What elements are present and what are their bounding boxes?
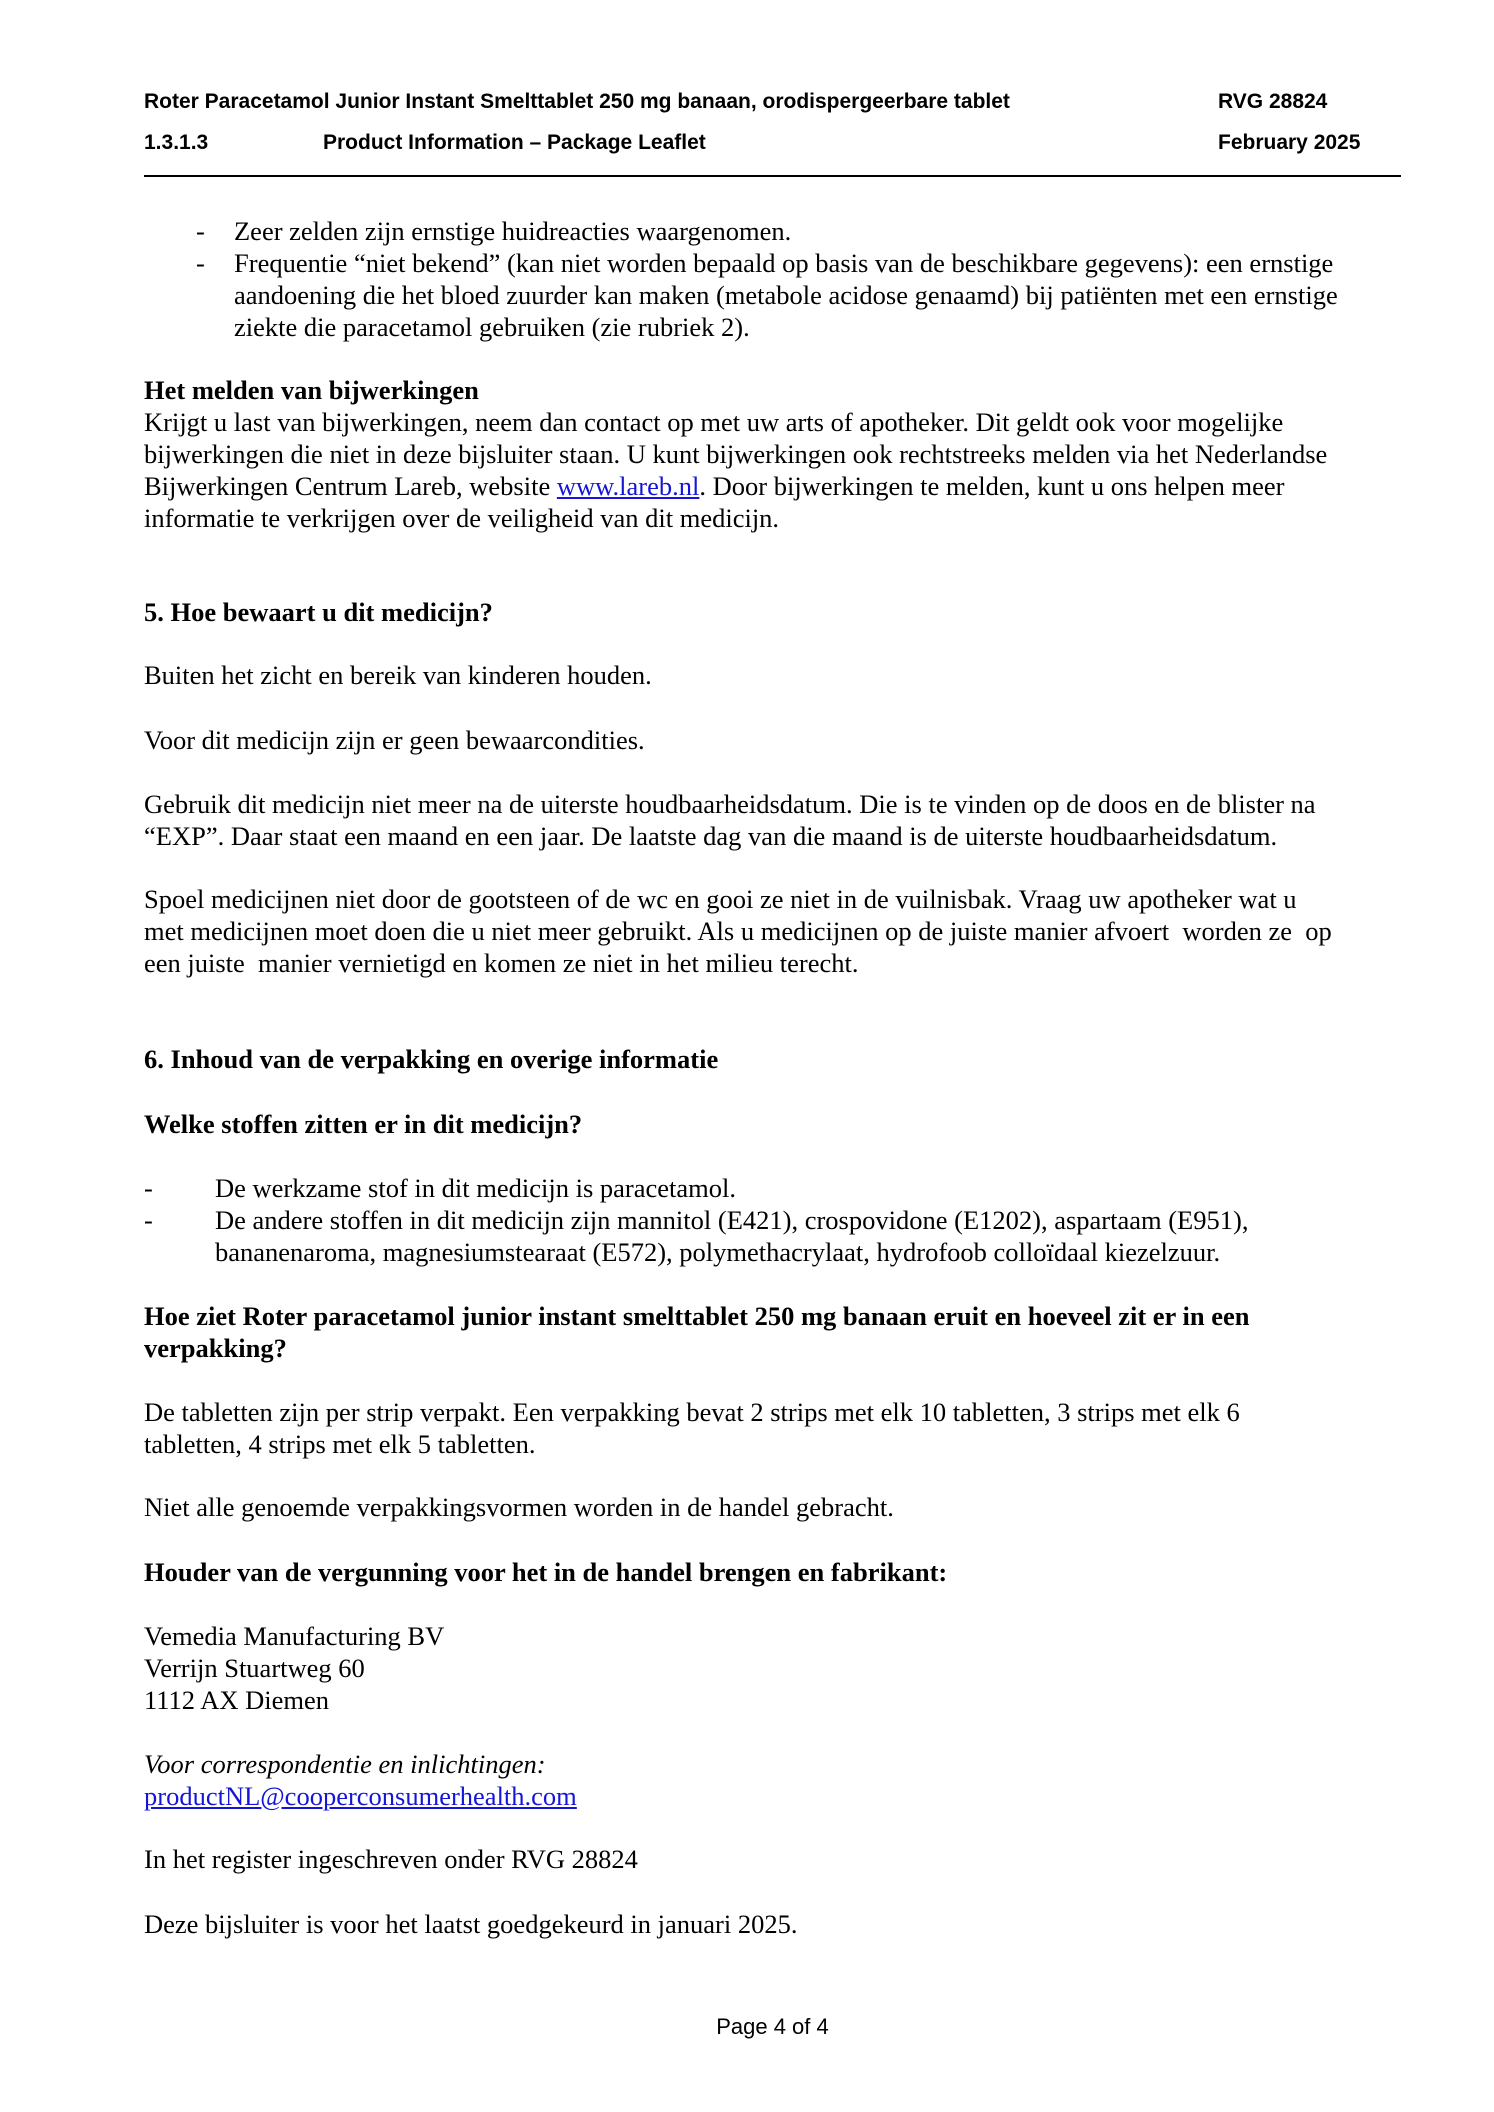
list-item [196, 247, 1338, 343]
subsection-heading-line: Hoe ziet Roter paracetamol junior instant smelttablet 250 mg banaan eruit en hoeveel zit er in een [144, 1301, 1250, 1331]
storage-paragraph [144, 883, 1332, 979]
holder-heading [144, 1556, 947, 1588]
list-item-text: Zeer zelden zijn ernstige huidreacties waargenomen. [234, 216, 792, 246]
paragraph-line: Spoel medicijnen niet door de gootsteen of de wc en gooi ze niet in de vuilnisbak. Vraag uw apotheker wat u [144, 884, 1297, 914]
list-item [144, 1172, 1248, 1204]
correspondence-label: Voor correspondentie en inlichtingen: [144, 1749, 546, 1779]
appearance-heading [144, 1300, 1249, 1364]
subsection-heading: Houder van de vergunning voor het in de handel brengen en fabrikant: [144, 1557, 948, 1587]
packaging-note [144, 1491, 894, 1523]
list-item-text: bananenaroma, magnesiumstearaat (E572), polymethacrylaat, hydrofoob colloïdaal kiezelzuur. [215, 1237, 1221, 1267]
reporting-text-fragment: Bijwerkingen Centrum Lareb, website [144, 471, 557, 501]
address-line: 1112 AX Diemen [144, 1685, 329, 1715]
ingredients-heading [144, 1108, 582, 1140]
subsection-heading-line: verpakking? [144, 1333, 287, 1363]
storage-paragraph [144, 724, 645, 756]
packaging-paragraph [144, 1396, 1240, 1460]
approval-line [144, 1908, 797, 1940]
reporting-text-line: Krijgt u last van bijwerkingen, neem dan contact op met uw arts of apotheker. Dit geldt ook voor mogelijke [144, 407, 1284, 437]
ingredients-list [144, 1172, 1248, 1268]
list-item-text: ziekte die paracetamol gebruiken (zie rubriek 2). [234, 312, 750, 342]
header-rvg-number: RVG 28824 [1218, 90, 1328, 113]
paragraph-line: Niet alle genoemde verpakkingsvormen worden in de handel gebracht. [144, 1492, 894, 1522]
lareb-website-link[interactable]: www.lareb.nl [556, 471, 700, 501]
header-product-title: Roter Paracetamol Junior Instant Smelttablet 250 mg banaan, orodispergeerbare tablet [144, 90, 1010, 113]
holder-address [144, 1620, 444, 1716]
paragraph-line: De tabletten zijn per strip verpakt. Een verpakking bevat 2 strips met elk 10 tabletten, 3 strips met elk 6 [144, 1397, 1240, 1427]
correspondence-block [144, 1748, 577, 1812]
reporting-section [144, 374, 1327, 534]
paragraph-line: een juiste manier vernietigd en komen ze niet in het milieu terecht. [144, 948, 859, 978]
paragraph-line: Gebruik dit medicijn niet meer na de uiterste houdbaarheidsdatum. Die is te vinden op de doos en de blister na [144, 789, 1316, 819]
list-item-text: De werkzame stof in dit medicijn is paracetamol. [215, 1173, 736, 1203]
bullet-dash: - [196, 248, 205, 278]
address-line: Verrijn Stuartweg 60 [144, 1653, 365, 1683]
paragraph-line: Deze bijsluiter is voor het laatst goedgekeurd in januari 2025. [144, 1909, 798, 1939]
reporting-heading: Het melden van bijwerkingen [144, 375, 479, 405]
section-heading: 5. Hoe bewaart u dit medicijn? [144, 597, 493, 627]
bullet-dash: - [196, 216, 205, 246]
reporting-text-fragment: . Door bijwerkingen te melden, kunt u ons helpen meer [699, 471, 1285, 501]
list-item-text: Frequentie “niet bekend” (kan niet worden bepaald op basis van de beschikbare gegevens): een ernstige [234, 248, 1334, 278]
list-item-text: De andere stoffen in dit medicijn zijn mannitol (E421), crospovidone (E1202), aspartaam (E951), [215, 1205, 1249, 1235]
header-section-number: 1.3.1.3 [144, 131, 209, 154]
header-section-title: Product Information – Package Leaflet [323, 131, 706, 154]
address-line: Vemedia Manufacturing BV [144, 1621, 445, 1651]
list-item [144, 1204, 1248, 1268]
reporting-text-line [144, 470, 1327, 502]
contact-email-link[interactable]: productNL@cooperconsumerhealth.com [144, 1781, 577, 1811]
page-number: Page 4 of 4 [716, 2014, 829, 2039]
header-date: February 2025 [1218, 131, 1361, 154]
contents-heading [144, 1043, 718, 1075]
header-divider [144, 175, 1401, 177]
paragraph-line: Voor dit medicijn zijn er geen bewaarcondities. [144, 725, 645, 755]
list-item-text: aandoening die het bloed zuurder kan maken (metabole acidose genaamd) bij patiënten met een ernstige [234, 280, 1338, 310]
register-line [144, 1843, 638, 1875]
paragraph-line: In het register ingeschreven onder RVG 28824 [144, 1844, 638, 1874]
paragraph-line: “EXP”. Daar staat een maand en een jaar. De laatste dag van die maand is de uiterste houdbaarheidsdatum. [144, 821, 1278, 851]
reporting-text-line: bijwerkingen die niet in deze bijsluiter staan. U kunt bijwerkingen ook rechtstreeks melden via het Nederlandse [144, 439, 1328, 469]
storage-paragraph [144, 788, 1316, 852]
paragraph-line: tabletten, 4 strips met elk 5 tabletten. [144, 1429, 536, 1459]
paragraph-line: met medicijnen moet doen die u niet meer gebruikt. Als u medicijnen op de juiste manier afvoert worden ze op [144, 916, 1332, 946]
bullet-dash: - [144, 1205, 153, 1235]
storage-paragraph [144, 659, 652, 691]
reporting-text-line: informatie te verkrijgen over de veiligheid van dit medicijn. [144, 503, 780, 533]
subsection-heading: Welke stoffen zitten er in dit medicijn? [144, 1109, 583, 1139]
side-effects-list [196, 215, 1338, 343]
list-item [196, 215, 1338, 247]
paragraph-line: Buiten het zicht en bereik van kinderen houden. [144, 660, 652, 690]
bullet-dash: - [144, 1173, 153, 1203]
section-heading: 6. Inhoud van de verpakking en overige informatie [144, 1044, 719, 1074]
storage-heading [144, 596, 493, 628]
